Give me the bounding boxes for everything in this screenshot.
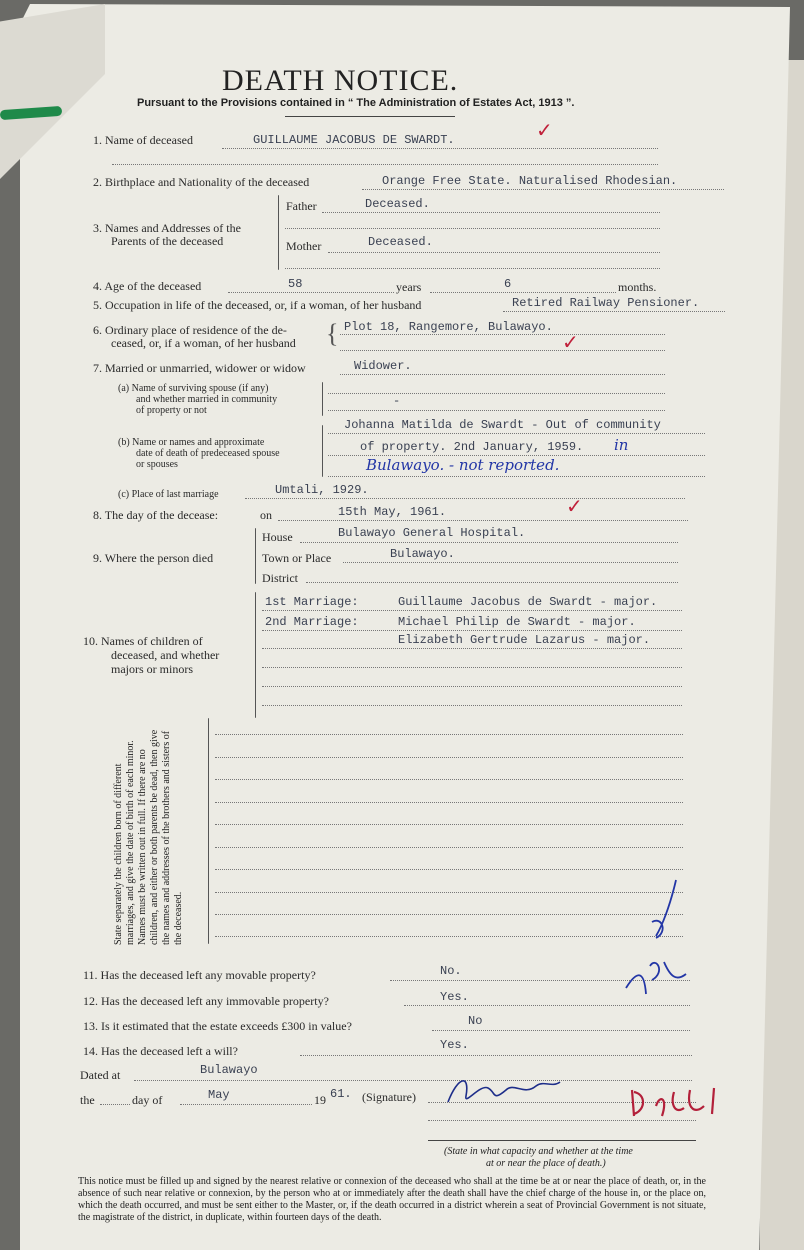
mother-line-2 — [285, 268, 660, 269]
the-label: the — [80, 1093, 95, 1107]
child-row-2-value: Michael Philip de Swardt - major. — [398, 615, 636, 629]
district-line — [306, 582, 678, 583]
q5-value: Retired Railway Pensioner. — [512, 296, 700, 310]
q8-on: on — [260, 508, 272, 522]
q7a-label-2: and whether married in community — [136, 394, 278, 405]
house-value: Bulawayo General Hospital. — [338, 526, 526, 540]
check-mark-3: ✓ — [566, 496, 583, 518]
q9-label: 9. Where the person died — [93, 551, 214, 565]
father-value: Deceased. — [365, 197, 430, 211]
q7c-line — [245, 498, 685, 499]
dated-month: May — [208, 1088, 230, 1102]
q8-line — [278, 520, 688, 521]
year-value: 61. — [330, 1087, 352, 1101]
q11-value: No. — [440, 964, 462, 978]
child-line-3 — [262, 648, 682, 649]
q7b-label-2: date of death of predeceased spouse — [136, 448, 280, 459]
check-mark-2: ✓ — [562, 332, 579, 354]
child-row-1-value: Guillaume Jacobus de Swardt - major. — [398, 595, 658, 609]
day-of-label: day of — [132, 1093, 163, 1107]
q3-label-1: 3. Names and Addresses of the — [93, 221, 241, 235]
q10-label-2: deceased, and whether — [111, 648, 220, 662]
capacity-note-2: at or near the place of death.) — [486, 1158, 606, 1169]
q7b-brace — [322, 425, 323, 477]
q7b-line-3 — [328, 476, 705, 477]
q13-value: No — [468, 1014, 483, 1028]
signature-scribble — [440, 1066, 570, 1112]
q1-line-2 — [112, 164, 658, 165]
q1-label: 1. Name of deceased — [93, 133, 193, 147]
q1-line — [222, 148, 658, 149]
blank-line-4 — [215, 802, 683, 803]
q14-value: Yes. — [440, 1038, 469, 1052]
capacity-rule — [428, 1140, 696, 1141]
q7-value: Widower. — [354, 359, 412, 373]
q4-months-value: 6 — [504, 277, 512, 291]
year-prefix: 19 — [314, 1093, 326, 1107]
district-label: District — [262, 571, 298, 585]
child-line-5 — [262, 686, 682, 687]
blank-line-10 — [215, 936, 683, 937]
blank-area-brace — [208, 718, 209, 944]
initials-scribble — [624, 1080, 734, 1126]
q6-brace: { — [326, 319, 339, 348]
q7b-handwritten-2: Bulawayo. - not reported. — [366, 456, 560, 474]
title-rule — [285, 116, 455, 117]
q7b-handwritten-1: in — [614, 436, 629, 454]
q6-line-2 — [340, 350, 665, 351]
child-line-2 — [262, 630, 682, 631]
q7a-line-2 — [328, 410, 665, 411]
q8-label: 8. The day of the decease: — [93, 508, 219, 522]
month-line — [180, 1104, 312, 1105]
q7a-line-1 — [328, 393, 665, 394]
q7b-line-1 — [328, 433, 705, 434]
q10-label-1: 10. Names of children of — [83, 634, 203, 648]
q13-label: 13. Is it estimated that the estate exceeds £300 in value? — [83, 1019, 352, 1033]
q12-value: Yes. — [440, 990, 469, 1004]
town-line — [343, 562, 678, 563]
dated-at-line — [134, 1080, 692, 1081]
day-line — [100, 1104, 130, 1105]
q7a-value: - — [393, 394, 401, 408]
blank-line-6 — [215, 847, 683, 848]
q1-value: GUILLAUME JACOBUS DE SWARDT. — [253, 133, 455, 147]
child-row-1-prefix: 1st Marriage: — [265, 595, 359, 609]
blank-line-1 — [215, 734, 683, 735]
blank-line-3 — [215, 779, 683, 780]
dated-place: Bulawayo — [200, 1063, 258, 1077]
q2-label: 2. Birthplace and Nationality of the deceased — [93, 175, 310, 189]
signature-label: (Signature) — [362, 1090, 416, 1104]
q11-label: 11. Has the deceased left any movable property? — [83, 968, 316, 982]
q10-label-3: majors or minors — [111, 662, 193, 676]
q4-label: 4. Age of the deceased — [93, 279, 202, 293]
q5-line — [503, 311, 725, 312]
q14-label: 14. Has the deceased left a will? — [83, 1044, 238, 1058]
child-line-1 — [262, 610, 682, 611]
blank-line-8 — [215, 892, 683, 893]
q8-value: 15th May, 1961. — [338, 505, 447, 519]
q7b-label-3: or spouses — [136, 459, 178, 470]
blank-line-7 — [215, 869, 683, 870]
house-label: House — [262, 530, 293, 544]
q7b-value-2: of property. 2nd January, 1959. — [360, 440, 584, 454]
child-row-2-prefix: 2nd Marriage: — [265, 615, 359, 629]
blank-line-9 — [215, 914, 683, 915]
capacity-note-1: (State in what capacity and whether at the time — [444, 1146, 633, 1157]
blank-line-2 — [215, 757, 683, 758]
q7a-brace — [322, 382, 323, 416]
q7c-label: (c) Place of last marriage — [118, 489, 219, 500]
q7b-label-1: (b) Name or names and approximate — [118, 437, 265, 448]
q9-brace — [255, 528, 256, 584]
footer-instruction: This notice must be filled up and signed by the nearest relative or connexion of the deceased who shall at the time be at or near the place of death, or, in the absence of such near relative or connexion, by the person who at or immediately after the death shall have the chief charge of the house in, or the place on, which the death occurred, and must be sent either to the Master, or, if the death occurred in a district wherein a seat of Provincial Government is not situate, the magistrate of the district, in duplicate, within fourteen days of the death. — [78, 1176, 706, 1223]
child-line-6 — [262, 705, 682, 706]
q4-years-line — [228, 292, 394, 293]
q2-value: Orange Free State. Naturalised Rhodesian. — [382, 174, 678, 188]
father-line-2 — [285, 228, 660, 229]
page-subtitle: Pursuant to the Provisions contained in “ The Administration of Estates Act, 1913 ”. — [137, 97, 575, 109]
q12-label: 12. Has the deceased left any immovable property? — [83, 994, 329, 1008]
q10-brace — [255, 592, 256, 718]
q6-line — [340, 334, 665, 335]
children-instruction: State separately the children born of different marriages, and give the date of birth of each minor. Names must be written out in full. If there are no children, and either or both parents be dead, then give the names and addresses of the brothers and sisters of the deceased. — [113, 729, 184, 945]
q4-years-value: 58 — [288, 277, 303, 291]
mother-line — [328, 252, 660, 253]
q3-brace — [278, 195, 279, 270]
father-label: Father — [286, 199, 317, 213]
q7a-label-1: (a) Name of surviving spouse (if any) — [118, 383, 269, 394]
q4-months-label: months. — [618, 280, 657, 294]
page-title: DEATH NOTICE. — [222, 64, 459, 97]
q6-label-1: 6. Ordinary place of residence of the de- — [93, 323, 287, 337]
town-value: Bulawayo. — [390, 547, 455, 561]
mother-label: Mother — [286, 239, 322, 253]
q3-label-2: Parents of the deceased — [111, 234, 224, 248]
dated-at-label: Dated at — [80, 1068, 121, 1082]
child-row-3-value: Elizabeth Gertrude Lazarus - major. — [398, 633, 651, 647]
q7-line — [340, 374, 665, 375]
q7a-label-3: of property or not — [136, 405, 207, 416]
q7b-value-1: Johanna Matilda de Swardt - Out of community — [344, 418, 661, 432]
q6-value: Plot 18, Rangemore, Bulawayo. — [344, 320, 553, 334]
check-mark-1: ✓ — [536, 120, 553, 142]
q13-line — [432, 1030, 690, 1031]
town-label: Town or Place — [262, 551, 332, 565]
q7-label: 7. Married or unmarried, widower or widow — [93, 361, 306, 375]
father-line — [322, 212, 660, 213]
q7c-value: Umtali, 1929. — [275, 483, 369, 497]
q14-line — [300, 1055, 692, 1056]
house-line — [300, 542, 678, 543]
q4-years-label: years — [396, 280, 422, 294]
child-line-4 — [262, 667, 682, 668]
q2-line — [362, 189, 724, 190]
q4-months-line — [430, 292, 616, 293]
marginal-scribble — [616, 876, 696, 1006]
blank-line-5 — [215, 824, 683, 825]
q5-label: 5. Occupation in life of the deceased, or, if a woman, of her husband — [93, 298, 422, 312]
mother-value: Deceased. — [368, 235, 433, 249]
q6-label-2: ceased, or, if a woman, of her husband — [111, 336, 296, 350]
